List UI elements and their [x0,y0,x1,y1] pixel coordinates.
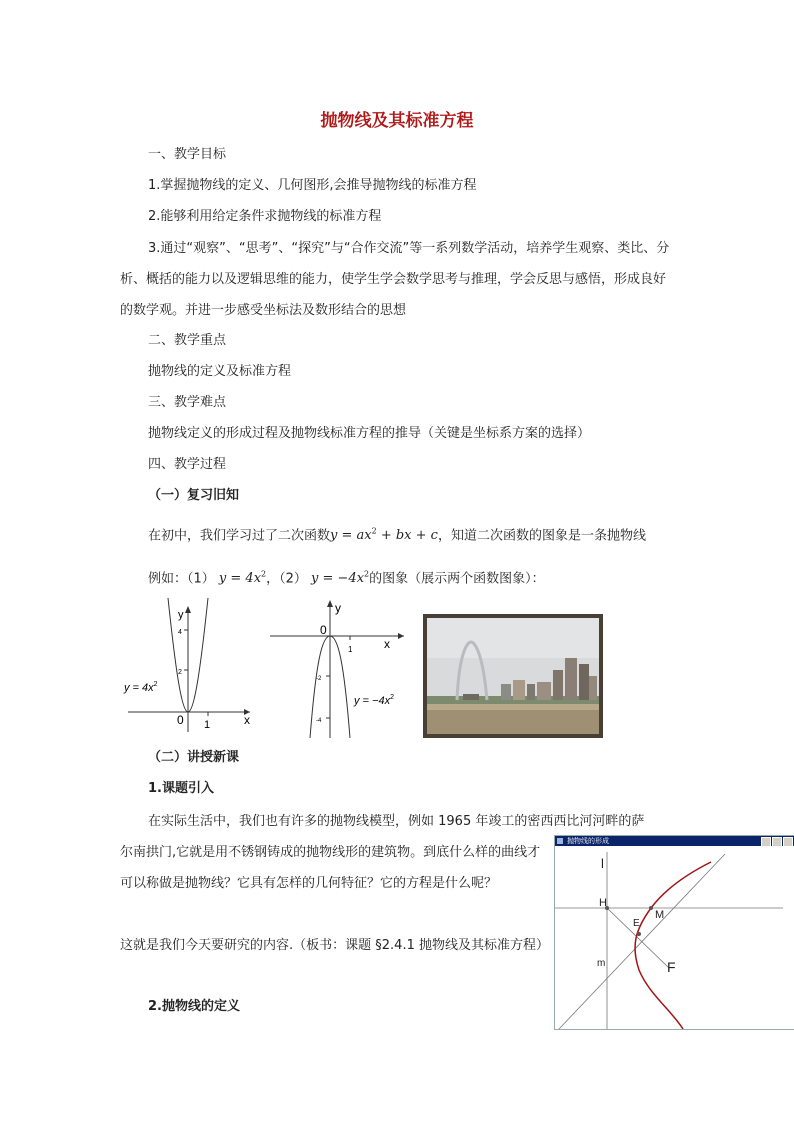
graph2-curve-label: $y = -4x^2$ [354,694,394,707]
sketch-canvas [555,846,794,1029]
key-points-text: 抛物线的定义及标准方程 [148,364,292,379]
sketch-label-E: E [633,918,640,929]
sketch-window-title: 抛物线的形成 [567,837,609,845]
subsection-review: （一）复习旧知 [148,488,240,503]
gateway-arch-photo [423,614,603,738]
graph2-tick-y2: -2 [316,676,322,682]
intro-paragraph-wrap: 尔南拱门,它就是用不锈钢铸成的抛物线形的建筑物。到底什么样的曲线才可以称做是抛物线？它具有怎样的几何特征？它的方程是什么呢？ [120,845,541,891]
example-formula-1: $y = 4x^2$ [218,570,267,587]
example-text-b: ，（2） [266,571,307,587]
section-heading-difficulties: 三、教学难点 [148,395,227,410]
graph2-tick-x1: 1 [348,645,353,654]
sketch-label-m: m [597,958,606,969]
graph1-curve-label: $y = 4x^2$ [124,681,158,694]
graph1-tick-y2: 2 [178,669,182,676]
graph2-origin-label: 0 [320,623,327,637]
graph1-origin-label: 0 [177,713,184,727]
review-text-b: ，知道二次函数的图象是一条抛物线 [437,528,646,544]
graph2-x-axis-label: x [384,637,390,651]
graph1-y-axis-label: y [178,609,184,621]
difficulties-text: 抛物线定义的形成过程及抛物线标准方程的推导（关键是坐标系方案的选择） [148,426,591,441]
objective-1: 1.掌握抛物线的定义、几何图形,会推导抛物线的标准方程 [148,178,477,193]
review-text-a: 在初中，我们学习过了二次函数 [148,528,331,544]
page-title: 抛物线及其标准方程 [320,111,474,131]
graph1-tick-x1: 1 [204,719,211,731]
window-close-icon[interactable] [783,837,793,847]
sketch-title-bar [555,836,794,846]
graph1-tick-y4: 4 [178,629,182,636]
section-heading-objectives: 一、教学目标 [148,147,227,162]
sketch-label-l: l [601,856,604,871]
intro-paragraph-lead: 在实际生活中，我们也有许多的抛物线模型，例如 1965 年竣工的密西西比河河畔的萨 [148,814,645,829]
section-heading-key-points: 二、教学重点 [148,333,227,348]
example-paragraph [148,565,545,589]
example-text-a: 例如：（1） [148,571,215,587]
sketch-label-H: H [599,897,607,909]
graph-y-neg4x2 [268,598,410,738]
sketch-label-F: F [667,959,676,975]
graph2-tick-y4: -4 [316,718,322,724]
graph1-x-axis-label: x [244,713,250,727]
subsection-new-lesson: （二）讲授新课 [148,750,240,765]
review-paragraph [148,522,646,546]
window-minimize-icon[interactable] [761,837,771,847]
window-maximize-icon[interactable] [772,837,782,847]
parabola-sketch-window [554,835,794,1030]
graph-y-4x2 [118,598,258,736]
graph2-y-axis-label: y [335,601,341,615]
sketch-label-M: M [655,909,665,921]
objective-3: 3.通过“观察”、“思考”、“探究”与“合作交流”等一系列数学活动，培养学生观察、类比、分析、概括的能力以及逻辑思维的能力，使学生学会数学思考与推理，学会反思与感悟，形成良好的数学观。并进一步感受坐标法及数形结合的思想 [120,241,670,318]
example-formula-2: $y = -4x^2$ [311,570,370,587]
section-heading-process: 四、教学过程 [148,457,227,472]
subsection-definition: 2.抛物线的定义 [148,999,240,1014]
subsection-introduction: 1.课题引入 [148,781,214,796]
example-text-c: 的图象（展示两个函数图象）： [369,571,545,587]
objective-2: 2.能够利用给定条件求抛物线的标准方程 [148,209,382,224]
window-app-icon [557,838,563,844]
quadratic-formula: $y = ax^2$ + bx + c [330,527,438,544]
intro-paragraph-2: 这就是我们今天要研究的内容.（板书：课题 §2.4.1 抛物线及其标准方程） [120,938,549,953]
